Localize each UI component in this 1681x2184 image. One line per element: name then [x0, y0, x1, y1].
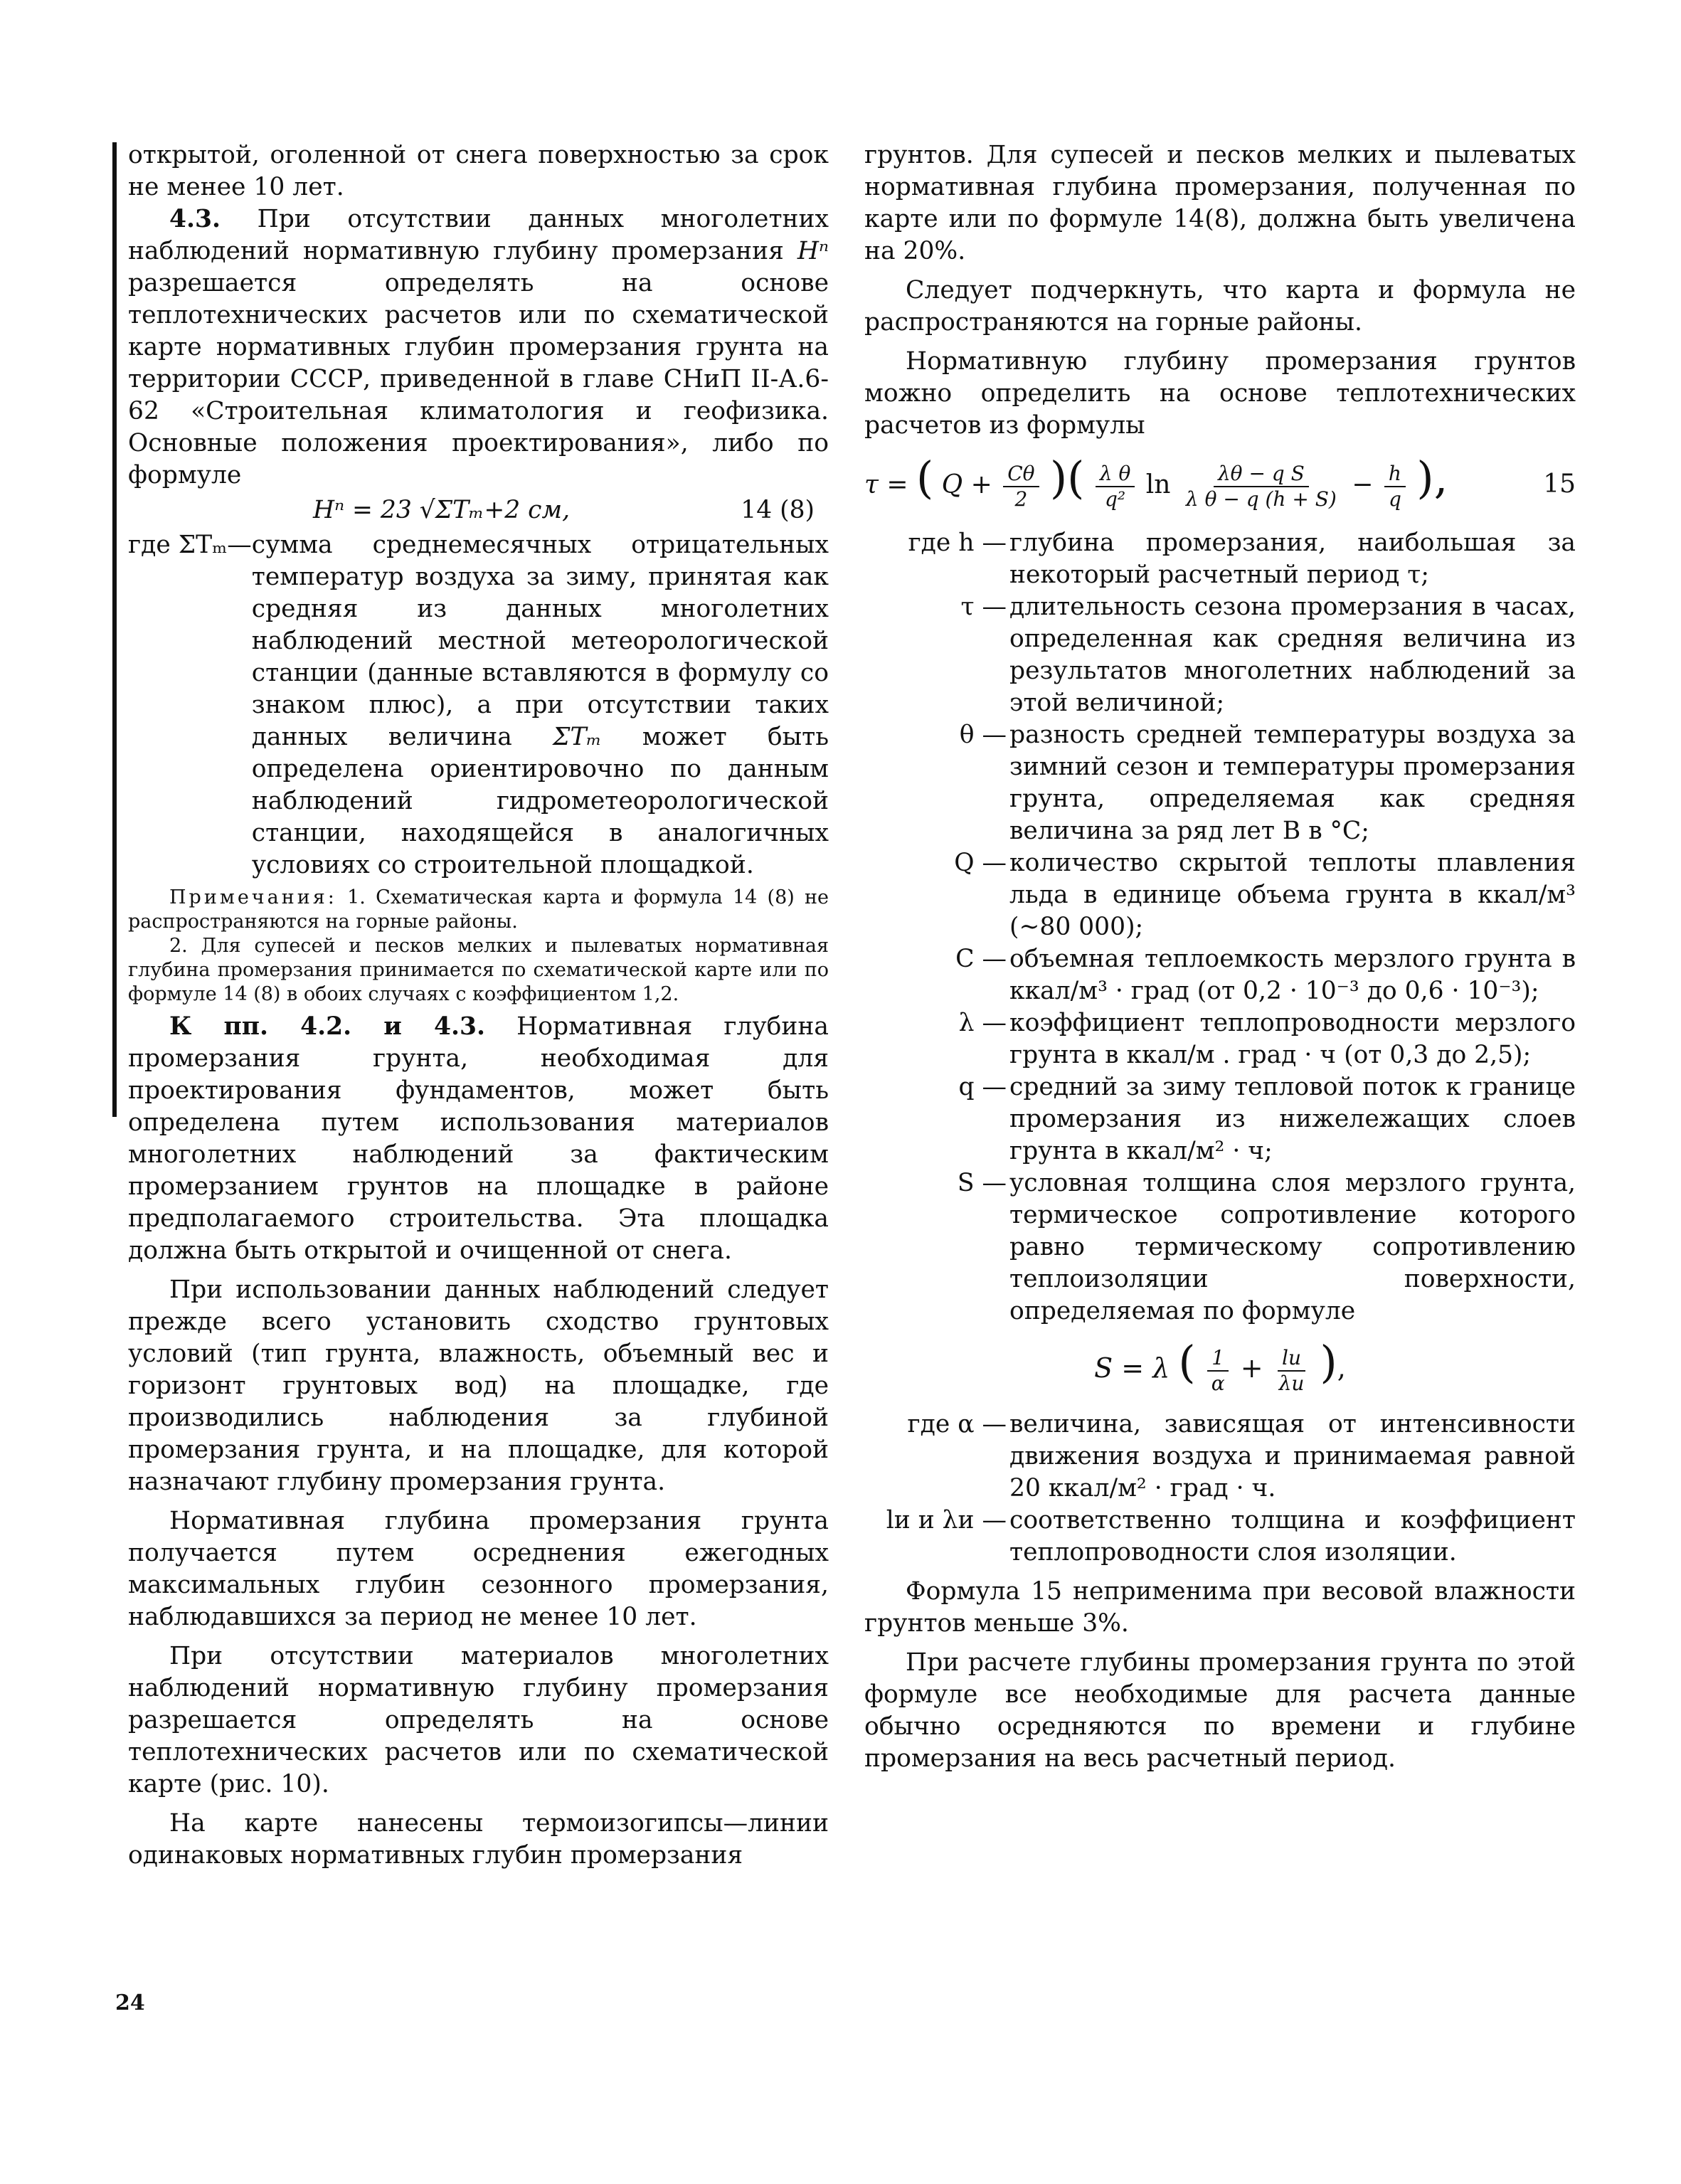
right-column — [864, 139, 1576, 1775]
formula-15 — [864, 452, 1576, 511]
definition-text: коэффициент теплопроводности мерзлого грунта в ккал/м . град · ч (от 0,3 до 2,5); — [1009, 1009, 1576, 1069]
left-column — [128, 139, 829, 1872]
paragraph: грунтов. Для супесей и песков мелких и пылеватых нормативная глубина промерзания, полученная по карте или по формуле 14(8), должна быть увеличена на 20%. — [864, 141, 1576, 265]
punctuation: , — [1337, 1352, 1346, 1384]
definition-text: соответственно толщина и коэффициент теплопроводности слоя изоляции. — [1009, 1505, 1576, 1567]
operator: − — [1352, 470, 1374, 499]
section-heading: К пп. 4.2. и 4.3. — [169, 1012, 486, 1041]
paragraph: Следует подчеркнуть, что карта и формула не распространяются на горные районы. — [864, 276, 1576, 336]
margin-change-bar — [112, 142, 117, 1117]
paragraph: Нормативная глубина промерзания грунта получается путем осреднения ежегодных максимальных глубин сезонного промерзания, наблюдавшихся за период не менее 10 лет. — [128, 1507, 829, 1631]
paren: ( — [916, 452, 934, 504]
fraction — [1003, 462, 1039, 511]
text-run: сумма среднемесячных отрицательных температур воздуха за зиму, принятая как средняя из данных многолетних наблюдений местной метеорологической станции (данные вставляются в формулу со знаком плюс), а при отсутствии таких данных величина — [251, 531, 829, 751]
definition-symbol: λ — — [958, 1009, 1007, 1037]
text-run: Нормативная глубина промерзания грунта, необходимая для проектирования фундаментов, может быть определена путем использования материалов многолетних наблюдений за фактическим промерзанием грунтов на площадке в районе предполагаемого строительства. Эта площадка должна быть открытой и очищенной от снега. — [128, 1012, 829, 1265]
fraction — [1275, 1346, 1309, 1396]
definition-symbol: τ — — [960, 593, 1007, 621]
paragraph: Формула 15 неприменима при весовой влажности грунтов меньше 3%. — [864, 1576, 1576, 1638]
definition-item — [864, 943, 1576, 1007]
paragraph: При расчете глубины промерзания грунта по этой формуле все необходимые для расчета данные обычно осредняются по времени и глубине промерзания на весь расчетный период. — [864, 1648, 1576, 1773]
definition-item — [864, 1167, 1576, 1327]
definition-item — [864, 1505, 1576, 1569]
definition-text: длительность сезона промерзания в часах, определенная как средняя величина из результатов многолетних наблюдений за этой величиной; — [1009, 593, 1576, 717]
definition-symbol: S — — [957, 1169, 1007, 1197]
notes-block — [128, 886, 829, 1007]
definition-text: условная толщина слоя мерзлого грунта, термическое сопротивление которого равно термическому сопротивлению теплоизоляции поверхности, определяемая по формуле — [1009, 1169, 1576, 1325]
definition-item — [864, 1071, 1576, 1167]
note: 2. Для супесей и песков мелких и пылеватых нормативная глубина промерзания принимается по схематической карте или по формуле 14 (8) в обоих случаях с коэффициентом 1,2. — [128, 935, 829, 1005]
paren: ), — [1416, 452, 1448, 504]
definition-item — [864, 527, 1576, 591]
operator: + — [1240, 1352, 1263, 1384]
fraction — [1096, 462, 1135, 511]
fraction — [1182, 462, 1341, 511]
definition-text: разность средней температуры воздуха за зимний сезон и температуры промерзания грунта, определяемая как средняя величина за ряд лет B в °С; — [1009, 721, 1576, 845]
formula-number: 15 — [1543, 469, 1576, 499]
fraction — [1384, 462, 1406, 511]
definition-item — [864, 847, 1576, 943]
formula-s — [864, 1336, 1576, 1396]
paragraph: открытой, оголенной от снега поверхностью за срок не менее 10 лет. — [128, 141, 829, 201]
definition-item — [864, 591, 1576, 719]
definition-item — [864, 719, 1576, 847]
definitions-list — [864, 527, 1576, 1327]
text-run: может быть определена ориентировочно по данным наблюдений гидрометеорологической станции, находящейся в аналогичных условиях со строительной площадкой. — [251, 723, 829, 879]
definition-symbol: где h — — [908, 529, 1007, 557]
numerator: 1 — [1207, 1346, 1229, 1372]
numerator: λ θ — [1096, 462, 1135, 487]
text-run: При отсутствии данных многолетних наблюдений нормативную глубину промерзания — [128, 205, 829, 265]
paragraph: На карте нанесены термоизогипсы—линии одинаковых нормативных глубин промерзания — [128, 1809, 829, 1870]
fraction — [1207, 1346, 1229, 1396]
definition-item — [864, 1409, 1576, 1505]
definition-item — [864, 1007, 1576, 1071]
notes-label: Примечания: — [169, 886, 337, 908]
paragraph-4-3 — [128, 203, 829, 492]
formula-term: Q + — [941, 470, 992, 499]
denominator: λи — [1278, 1371, 1305, 1395]
paren: ) — [1320, 1336, 1337, 1388]
definition-item — [128, 529, 829, 881]
definition-text: средний за зиму тепловой поток к границе промерзания из нижележащих слоев грунта в ккал/м² · ч; — [1009, 1073, 1576, 1165]
formula-14 — [128, 494, 829, 526]
definition-symbol: q — — [958, 1073, 1007, 1101]
paragraph: При отсутствии материалов многолетних наблюдений нормативную глубину промерзания разрешается определять на основе теплотехнических расчетов или по схематической карте (рис. 10). — [128, 1642, 829, 1798]
page-number: 24 — [115, 1990, 145, 2015]
definition-text — [252, 529, 829, 881]
numerator: lи — [1278, 1346, 1305, 1372]
definition-text: количество скрытой теплоты плавления льда в единице объема грунта в ккал/м³ (~80 000); — [1009, 849, 1576, 941]
ln-operator: ln — [1145, 470, 1171, 499]
symbol: Hⁿ — [797, 237, 829, 265]
numerator: Cθ — [1003, 462, 1039, 487]
denominator: 2 — [1014, 487, 1028, 511]
formula-number: 14 (8) — [741, 496, 815, 524]
definition-symbol: θ — — [959, 721, 1007, 749]
definition-symbol: lи и λи — — [886, 1505, 1007, 1534]
definition-text: величина, зависящая от интенсивности движения воздуха и принимаемая равной 20 ккал/м² · град · ч. — [1009, 1409, 1576, 1502]
paren: )( — [1049, 452, 1085, 504]
numerator: λθ − q S — [1214, 462, 1309, 487]
denominator: q² — [1104, 487, 1126, 511]
paren: ( — [1178, 1336, 1196, 1388]
formula-lhs: τ = — [864, 470, 908, 499]
paragraph: Нормативную глубину промерзания грунтов можно определить на основе теплотехнических расчетов из формулы — [864, 347, 1576, 440]
paragraph: При использовании данных наблюдений следует прежде всего установить сходство грунтовых условий (тип грунта, влажность, объемный вес и горизонт грунтовых вод) на площадке, где производились наблюдения за глубиной промерзания грунта, и на площадке, для которой назначают глубину промерзания грунта. — [128, 1276, 829, 1496]
definition-symbol: где α — — [907, 1409, 1007, 1438]
formula-expression: Hⁿ = 23 √ΣTₘ+2 см, — [313, 496, 571, 524]
definition-text: объемная теплоемкость мерзлого грунта в ккал/м³ · град (от 0,2 · 10⁻³ до 0,6 · 10⁻³); — [1009, 945, 1576, 1005]
symbol: ΣTₘ — [553, 723, 602, 751]
text-run: разрешается определять на основе теплотехнических расчетов или по схематической карте нормативных глубин промерзания грунта на территории СССР, приведенной в главе СНиП II-А.6-62 «Строительная климатология и геофизика. Основные положения проектирования», либо по формуле — [128, 269, 829, 489]
denominator: λ θ − q (h + S) — [1185, 487, 1337, 511]
definition-symbol: Q — — [954, 849, 1007, 877]
paragraph-k-pp — [128, 1011, 829, 1267]
formula-body — [864, 452, 1448, 511]
definition-symbol: C — — [955, 945, 1007, 973]
text-run: 1. Схематическая карта и формула 14 (8) не распространяются на горные районы. — [128, 886, 829, 933]
denominator: q — [1388, 487, 1401, 511]
denominator: α — [1211, 1371, 1225, 1395]
section-number: 4.3. — [169, 205, 221, 233]
numerator: h — [1384, 462, 1406, 487]
definitions-list — [864, 1409, 1576, 1569]
note — [128, 886, 829, 934]
definition-text: глубина промерзания, наибольшая за некоторый расчетный период τ; — [1009, 529, 1576, 589]
definition-symbol: где ΣTₘ— — [128, 531, 252, 559]
formula-lhs: S = λ — [1094, 1352, 1170, 1384]
